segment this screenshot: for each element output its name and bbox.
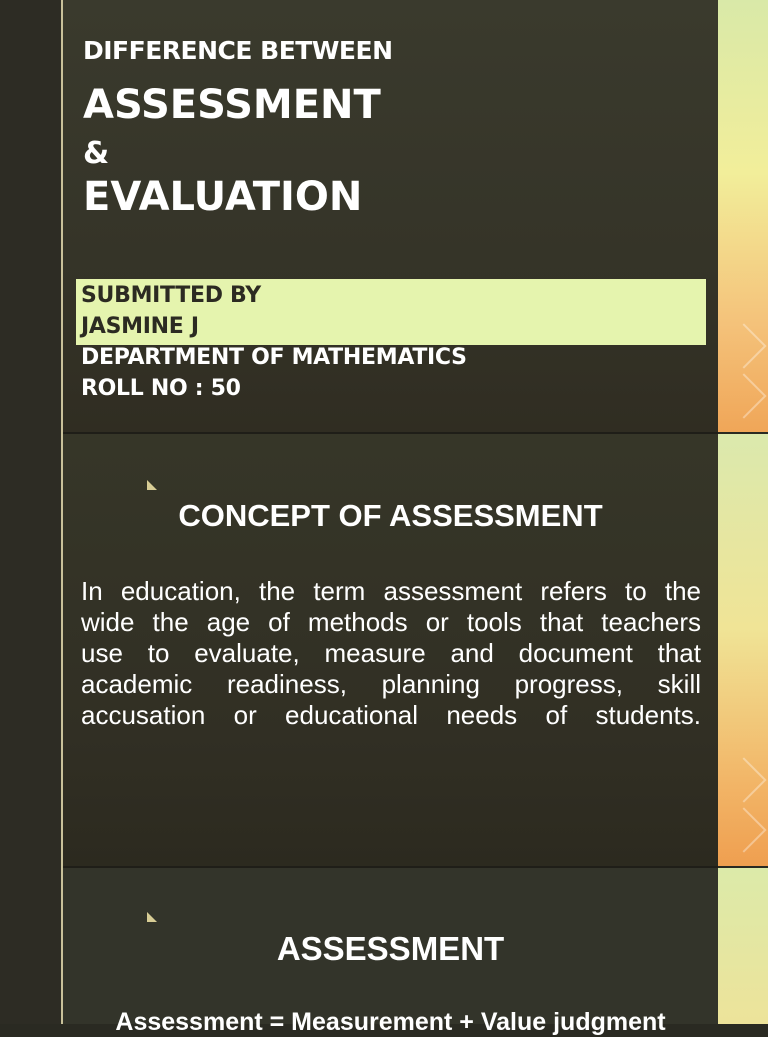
left-margin-strip [0, 0, 62, 1024]
chevron-decoration-icon [721, 373, 766, 418]
chevron-decoration-icon [721, 323, 766, 368]
concept-heading: CONCEPT OF ASSESSMENT [178, 498, 603, 533]
paragraph-line: In education, the term assessment refers to the [81, 576, 701, 606]
submitted-by-label: SUBMITTED BY [81, 283, 261, 308]
bullet-marker-icon [147, 912, 157, 922]
right-gradient-panel-2 [718, 434, 768, 866]
assessment-formula: Assessment = Measurement + Value judgment [115, 1008, 666, 1036]
concept-slide [63, 434, 718, 866]
paragraph-line: accusation or educational needs of students. [81, 700, 701, 730]
paragraph-line: academic readiness, planning progress, skill [81, 669, 701, 699]
right-gradient-panel-1 [718, 0, 768, 432]
assessment-heading: ASSESSMENT [276, 930, 505, 967]
concept-paragraph [81, 576, 701, 731]
subtitle: DIFFERENCE BETWEEN [83, 36, 393, 65]
title-ampersand: & [83, 136, 110, 171]
assessment-slide [63, 868, 718, 1036]
paragraph-line: use to evaluate, measure and document that [81, 638, 701, 668]
chevron-decoration-icon [721, 807, 766, 852]
right-decorative-strip [718, 0, 768, 1024]
roll-number: ROLL NO : 50 [81, 376, 241, 401]
bullet-marker-icon [147, 480, 157, 490]
student-name: JASMINE J [81, 314, 199, 339]
right-gradient-panel-3 [718, 868, 768, 1024]
title-assessment: ASSESSMENT [83, 82, 381, 128]
paragraph-line: wide the age of methods or tools that teachers [81, 607, 701, 637]
title-evaluation: EVALUATION [83, 174, 363, 220]
chevron-decoration-icon [721, 757, 766, 802]
department-name: DEPARTMENT OF MATHEMATICS [81, 345, 467, 370]
title-slide [63, 0, 718, 432]
